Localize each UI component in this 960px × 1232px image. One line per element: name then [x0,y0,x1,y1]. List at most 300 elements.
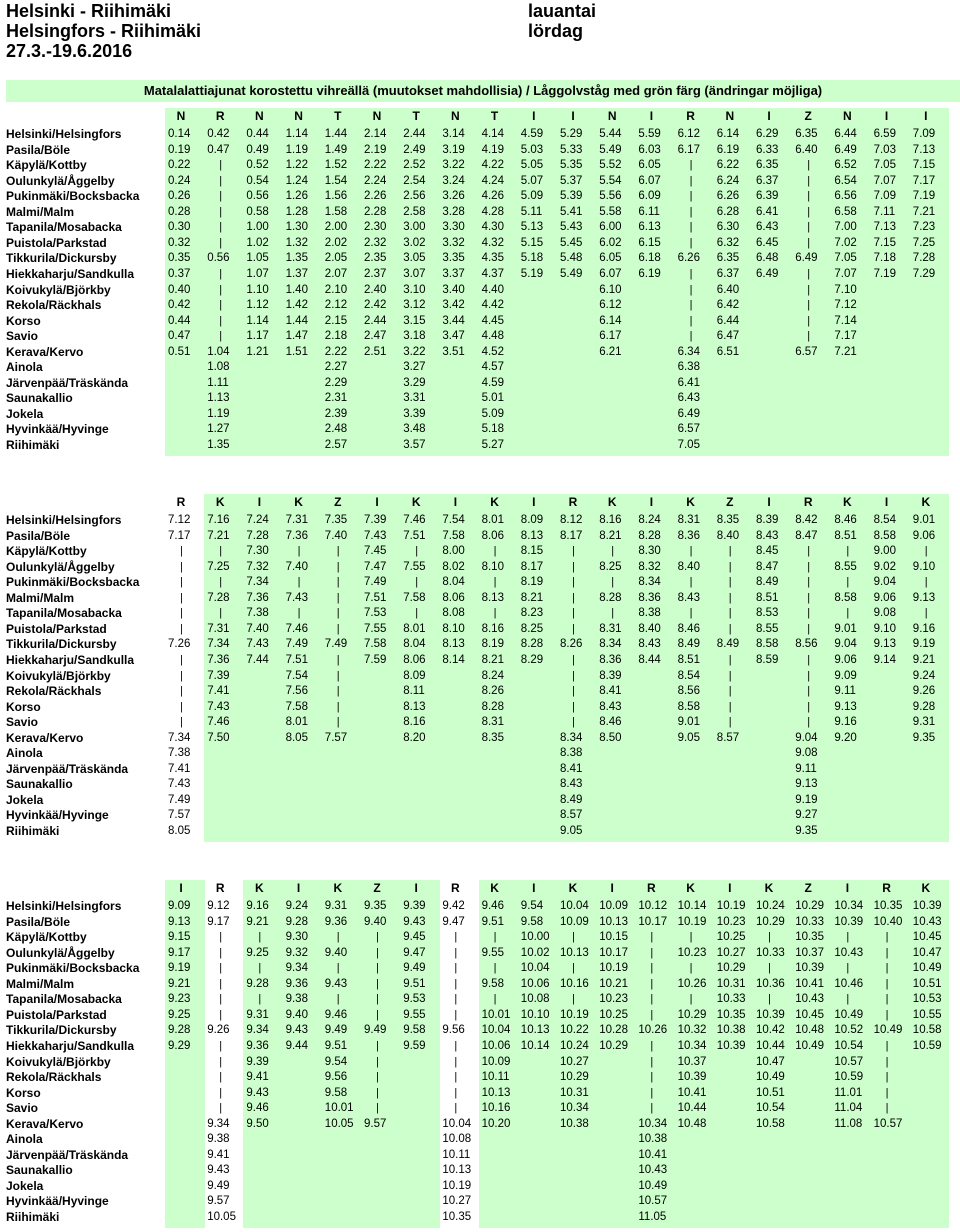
station-name: Helsinki/Helsingfors [6,513,122,527]
departure-time: 8.43 [677,591,700,604]
departure-time: 7.50 [207,731,230,744]
departure-time: 7.32 [246,560,269,573]
departure-time: 9.28 [246,977,269,990]
train-letter: N [294,109,303,123]
departure-time: 8.39 [756,514,779,526]
departure-time: 10.09 [560,915,589,928]
departure-time: 9.13 [795,778,818,791]
train-letter: I [296,881,301,895]
departure-time: 9.06 [834,653,857,666]
pass-through-mark: | [572,545,575,558]
train-letter: I [649,495,654,509]
departure-time: 10.53 [912,993,942,1006]
departure-time: 10.39 [677,1071,707,1084]
departure-time: 1.26 [285,190,308,203]
departure-time: 2.14 [364,128,387,140]
departure-time: 9.27 [795,809,818,822]
departure-time: 11.04 [834,1102,863,1115]
departure-time: 1.40 [285,283,308,296]
departure-time: 10.47 [756,1055,785,1068]
departure-time: 2.49 [403,143,426,156]
departure-time: 10.37 [677,1055,707,1068]
departure-time: 7.58 [364,638,387,651]
pass-through-mark: | [297,545,301,558]
train-letter: R [215,109,225,123]
departure-time: 9.35 [912,731,936,744]
departure-time: 9.46 [324,1008,348,1021]
departure-time: 10.05 [207,1211,236,1223]
departure-time: 2.44 [364,314,387,327]
departure-time: 5.41 [560,205,583,218]
departure-time: 8.29 [520,653,544,666]
departure-time: 8.04 [403,638,426,651]
pass-through-mark: | [219,1086,223,1099]
departure-time: 8.36 [638,591,661,604]
departure-time: 1.27 [207,423,230,436]
departure-time: 10.35 [795,931,824,944]
departure-time: 9.54 [520,900,544,912]
departure-time: 7.58 [285,700,308,713]
departure-time: 8.13 [481,591,504,604]
departure-time: 7.56 [285,685,308,698]
departure-time: 9.28 [285,915,308,928]
departure-time: 10.39 [795,962,824,975]
departure-time: 7.09 [912,128,936,140]
departure-time: 10.41 [677,1086,707,1099]
departure-time: 8.40 [638,622,661,635]
station-name: Jokela [6,1178,44,1193]
pass-through-mark: | [807,267,811,280]
departure-time: 10.34 [638,1117,668,1130]
departure-time: 0.32 [168,236,191,249]
pass-through-mark: | [807,607,811,620]
departure-time: 10.58 [756,1117,785,1130]
departure-time: 1.49 [324,143,348,156]
departure-time: 9.47 [403,946,426,959]
departure-time: 3.22 [442,159,465,172]
pass-through-mark: | [885,946,889,959]
departure-time: 6.19 [638,267,661,280]
departure-time: 6.14 [599,314,622,327]
departure-time: 6.52 [834,159,857,172]
departure-time: 9.13 [873,638,896,651]
pass-through-mark: | [219,607,223,620]
departure-time: 9.49 [324,1024,348,1037]
pass-through-mark: | [454,931,458,944]
departure-time: 4.30 [481,221,504,234]
departure-time: 6.56 [834,190,857,203]
pass-through-mark: | [650,1071,654,1084]
departure-time: 5.05 [520,159,544,172]
station-name: Saunakallio [6,1163,73,1178]
departure-time: 5.13 [520,221,544,234]
departure-time: 4.57 [481,361,504,374]
station-name: Oulunkylä/Åggelby [6,173,115,188]
departure-time: 3.57 [403,439,426,451]
departure-time: 7.28 [912,252,936,265]
pass-through-mark: | [846,545,850,558]
departure-time: 8.19 [481,638,504,651]
departure-time: 4.19 [481,143,504,156]
departure-time: 8.50 [599,731,622,744]
departure-time: 5.59 [638,128,661,140]
route-fi: Helsinki - Riihimäki [6,1,172,21]
train-letter: R [176,495,186,509]
departure-time: 6.40 [716,283,740,296]
departure-time: 6.51 [716,345,740,358]
departure-time: 7.49 [324,638,348,651]
departure-time: 8.21 [481,653,504,666]
departure-time: 5.52 [599,159,622,172]
departure-time: 9.38 [207,1133,230,1146]
departure-time: 6.26 [716,190,740,203]
departure-time: 6.35 [756,159,779,172]
departure-time: 9.55 [403,1008,426,1021]
departure-time: 2.07 [324,267,348,280]
train-letter: Z [334,495,342,509]
station-name: Savio [6,715,39,730]
departure-time: 10.24 [560,1039,589,1052]
departure-time: 9.05 [560,825,583,837]
departure-time: 8.40 [716,529,740,542]
departure-time: 10.04 [481,1024,511,1037]
station-name: Hyvinkää/Hyvinge [6,422,109,437]
departure-time: 6.37 [716,267,740,280]
departure-time: 3.29 [403,376,426,389]
train-letter: K [333,881,343,895]
departure-time: 10.31 [560,1086,589,1099]
departure-time: 7.46 [403,514,426,526]
departure-time: 1.47 [285,330,308,343]
departure-time: 3.31 [403,392,426,405]
pass-through-mark: | [650,1039,654,1052]
departure-time: 6.12 [677,128,700,140]
pass-through-mark: | [572,962,575,975]
departure-time: 9.10 [873,622,896,635]
departure-time: 10.59 [834,1071,864,1084]
departure-time: 7.21 [912,205,936,218]
departure-time: 5.37 [560,174,583,187]
departure-time: 6.49 [795,252,818,265]
pass-through-mark: | [728,700,732,713]
station-name: Tikkurila/Dickursby [6,637,117,652]
departure-time: 8.32 [638,560,661,573]
departure-time: 2.02 [324,236,348,249]
pass-through-mark: | [219,190,223,203]
departure-time: 9.36 [324,915,348,928]
pass-through-mark: | [650,1102,654,1115]
departure-time: 10.19 [677,915,707,928]
departure-time: 10.33 [716,993,746,1006]
train-letter: Z [804,109,812,123]
pass-through-mark: | [689,576,693,589]
departure-time: 2.19 [364,143,387,156]
pass-through-mark: | [454,993,458,1006]
train-letter: R [451,881,460,895]
departure-time: 1.32 [285,236,308,249]
departure-time: 7.38 [246,607,269,620]
departure-time: 7.34 [207,638,230,651]
pass-through-mark: | [807,221,811,234]
departure-time: 10.09 [599,900,628,912]
departure-time: 2.57 [324,439,348,451]
departure-time: 4.48 [481,330,504,343]
pass-through-mark: | [258,931,262,944]
departure-time: 7.51 [285,653,308,666]
departure-time: 8.06 [442,591,465,604]
departure-time: 1.37 [285,267,308,280]
departure-time: 8.02 [442,560,465,573]
station-name: Malmi/Malm [6,590,75,605]
station-name: Puistola/Parkstad [6,621,107,636]
departure-time: 3.10 [403,283,426,296]
pass-through-mark: | [258,993,262,1006]
departure-time: 8.49 [756,576,779,589]
departure-time: 7.34 [246,576,269,589]
departure-time: 9.31 [324,900,348,912]
departure-time: 2.54 [403,174,426,187]
departure-time: 6.41 [756,205,779,218]
departure-time: 1.08 [207,361,230,374]
departure-time: 6.12 [599,299,622,312]
train-letter: N [255,109,264,123]
station-name: Ainola [6,1132,43,1147]
pass-through-mark: | [180,716,183,729]
pass-through-mark: | [885,962,889,975]
departure-time: 8.54 [873,514,896,526]
pass-through-mark: | [454,1102,458,1115]
pass-through-mark: | [219,314,223,327]
train-letter: Z [804,881,812,895]
departure-time: 10.20 [481,1117,511,1130]
pass-through-mark: | [572,591,575,604]
departure-time: 2.58 [403,205,426,218]
departure-time: 6.45 [756,236,779,249]
departure-time: 7.29 [912,267,936,280]
pass-through-mark: | [376,1039,379,1052]
departure-time: 2.18 [324,330,348,343]
departure-time: 7.59 [364,653,387,666]
pass-through-mark: | [180,545,183,558]
route-heading [6,1,201,61]
low-floor-column [322,494,362,842]
pass-through-mark: | [807,236,811,249]
departure-time: 2.51 [364,345,387,358]
departure-time: 9.45 [403,931,426,944]
departure-time: 6.15 [638,236,661,249]
departure-time: 10.38 [716,1024,746,1037]
departure-time: 8.56 [795,638,818,651]
departure-time: 10.45 [795,1008,824,1021]
departure-time: 2.52 [403,159,426,172]
pass-through-mark: | [454,977,458,990]
train-letter: Z [373,881,381,895]
station-name: Käpylä/Kottby [6,930,87,945]
station-name: Rekola/Räckhals [6,298,102,313]
departure-time: 7.51 [364,591,387,604]
departure-time: 7.38 [168,747,191,760]
pass-through-mark: | [493,545,497,558]
pass-through-mark: | [807,283,811,296]
departure-time: 9.40 [364,915,387,928]
departure-time: 6.32 [716,236,740,249]
departure-time: 8.31 [481,716,504,729]
low-floor-column [792,108,832,456]
departure-time: 8.24 [481,669,504,682]
departure-time: 9.11 [834,685,856,698]
departure-time: 10.43 [912,915,942,928]
departure-time: 9.26 [912,685,936,698]
departure-time: 3.12 [403,299,426,312]
pass-through-mark: | [336,931,340,944]
train-letter: K [490,495,499,509]
pass-through-mark: | [572,576,575,589]
departure-time: 6.21 [599,345,622,358]
pass-through-mark: | [689,174,693,187]
departure-time: 1.22 [285,159,308,172]
departure-time: 3.18 [403,330,426,343]
station-name: Pasila/Böle [6,528,71,543]
departure-time: 8.28 [520,638,544,651]
pass-through-mark: | [807,622,811,635]
departure-time: 8.34 [560,731,583,744]
departure-time: 8.49 [560,793,583,806]
departure-time: 10.31 [716,977,746,990]
train-letter: N [843,109,852,123]
departure-time: 10.01 [324,1102,354,1115]
departure-time: 10.06 [520,977,550,990]
departure-time: 8.41 [560,762,583,775]
pass-through-mark: | [885,1008,889,1021]
departure-time: 9.10 [912,560,936,573]
departure-time: 5.54 [599,174,622,187]
pass-through-mark: | [376,1008,379,1021]
departure-time: 9.43 [246,1086,269,1099]
departure-time: 6.35 [716,252,740,265]
pass-through-mark: | [219,299,223,312]
departure-time: 10.25 [599,1008,628,1021]
departure-time: 10.57 [638,1195,668,1208]
departure-time: 10.29 [795,900,824,912]
departure-time: 10.14 [520,1039,550,1052]
departure-time: 10.57 [873,1117,903,1130]
pass-through-mark: | [885,977,889,990]
departure-time: 7.40 [285,560,308,573]
departure-time: 6.02 [599,236,622,249]
departure-time: 10.12 [638,900,668,912]
pass-through-mark: | [493,576,497,589]
departure-time: 9.41 [246,1071,269,1084]
departure-time: 0.42 [207,128,230,140]
departure-time: 1.04 [207,345,230,358]
station-name: Koivukylä/Björkby [6,282,111,297]
departure-time: 2.37 [364,267,387,280]
departure-time: 9.00 [873,545,896,558]
pass-through-mark: | [689,221,693,234]
station-name: Saunakallio [6,777,73,792]
departure-time: 2.30 [364,221,387,234]
pass-through-mark: | [336,685,340,698]
departure-time: 6.57 [795,345,818,358]
departure-time: 1.11 [207,376,229,389]
pass-through-mark: | [689,607,693,620]
departure-time: 2.00 [324,221,348,234]
departure-time: 6.19 [716,143,740,156]
departure-time: 4.45 [481,314,504,327]
pass-through-mark: | [336,700,340,713]
station-name: Pasila/Böle [6,142,71,157]
departure-time: 10.23 [599,993,628,1006]
departure-time: 10.29 [677,1008,707,1021]
pass-through-mark: | [768,931,771,944]
departure-time: 9.08 [873,607,896,620]
departure-time: 0.22 [168,159,191,172]
departure-time: 6.42 [716,299,740,312]
departure-time: 9.13 [834,700,857,713]
station-name: Malmi/Malm [6,204,75,219]
pass-through-mark: | [454,1071,458,1084]
departure-time: 2.05 [324,252,348,265]
train-letter: I [453,495,458,509]
departure-time: 8.43 [638,638,661,651]
departure-time: 3.14 [442,128,465,140]
departure-time: 9.19 [168,962,191,975]
departure-time: 9.13 [912,591,936,604]
departure-time: 1.13 [207,392,230,405]
departure-time: 9.02 [873,560,896,573]
station-name: Helsinki/Helsingfors [6,127,122,141]
departure-time: 8.23 [520,607,544,620]
station-name: Korso [6,699,41,714]
departure-time: 9.47 [442,915,465,928]
departure-time: 7.10 [834,283,857,296]
station-name: Käpylä/Kottby [6,544,87,559]
departure-time: 7.46 [207,716,230,729]
departure-time: 6.29 [756,128,779,140]
station-name: Kerava/Kervo [6,730,84,745]
departure-time: 6.43 [677,392,700,405]
departure-time: 11.05 [638,1211,667,1223]
departure-time: 10.02 [520,946,550,959]
departure-time: 10.49 [873,1024,903,1037]
train-letter: K [921,495,931,509]
departure-time: 7.09 [873,190,896,203]
departure-time: 10.34 [834,900,864,912]
departure-time: 8.06 [481,529,504,542]
pass-through-mark: | [807,685,811,698]
departure-time: 2.44 [403,128,426,140]
departure-time: 6.58 [834,205,857,218]
pass-through-mark: | [689,330,693,343]
pass-through-mark: | [768,962,771,975]
pass-through-mark: | [689,267,693,280]
departure-time: 0.56 [246,190,269,203]
departure-time: 1.00 [246,221,269,234]
departure-time: 8.34 [638,576,661,589]
departure-time: 10.16 [481,1102,511,1115]
pass-through-mark: | [180,669,183,682]
departure-time: 1.19 [207,407,230,420]
departure-time: 8.01 [403,622,426,635]
train-letter: N [372,109,382,123]
station-name: Puistola/Parkstad [6,235,107,250]
departure-time: 8.46 [677,622,700,635]
departure-time: 7.18 [873,252,896,265]
pass-through-mark: | [493,993,497,1006]
pass-through-mark: | [689,962,693,975]
departure-time: 8.17 [520,560,544,573]
departure-time: 0.26 [168,190,191,203]
